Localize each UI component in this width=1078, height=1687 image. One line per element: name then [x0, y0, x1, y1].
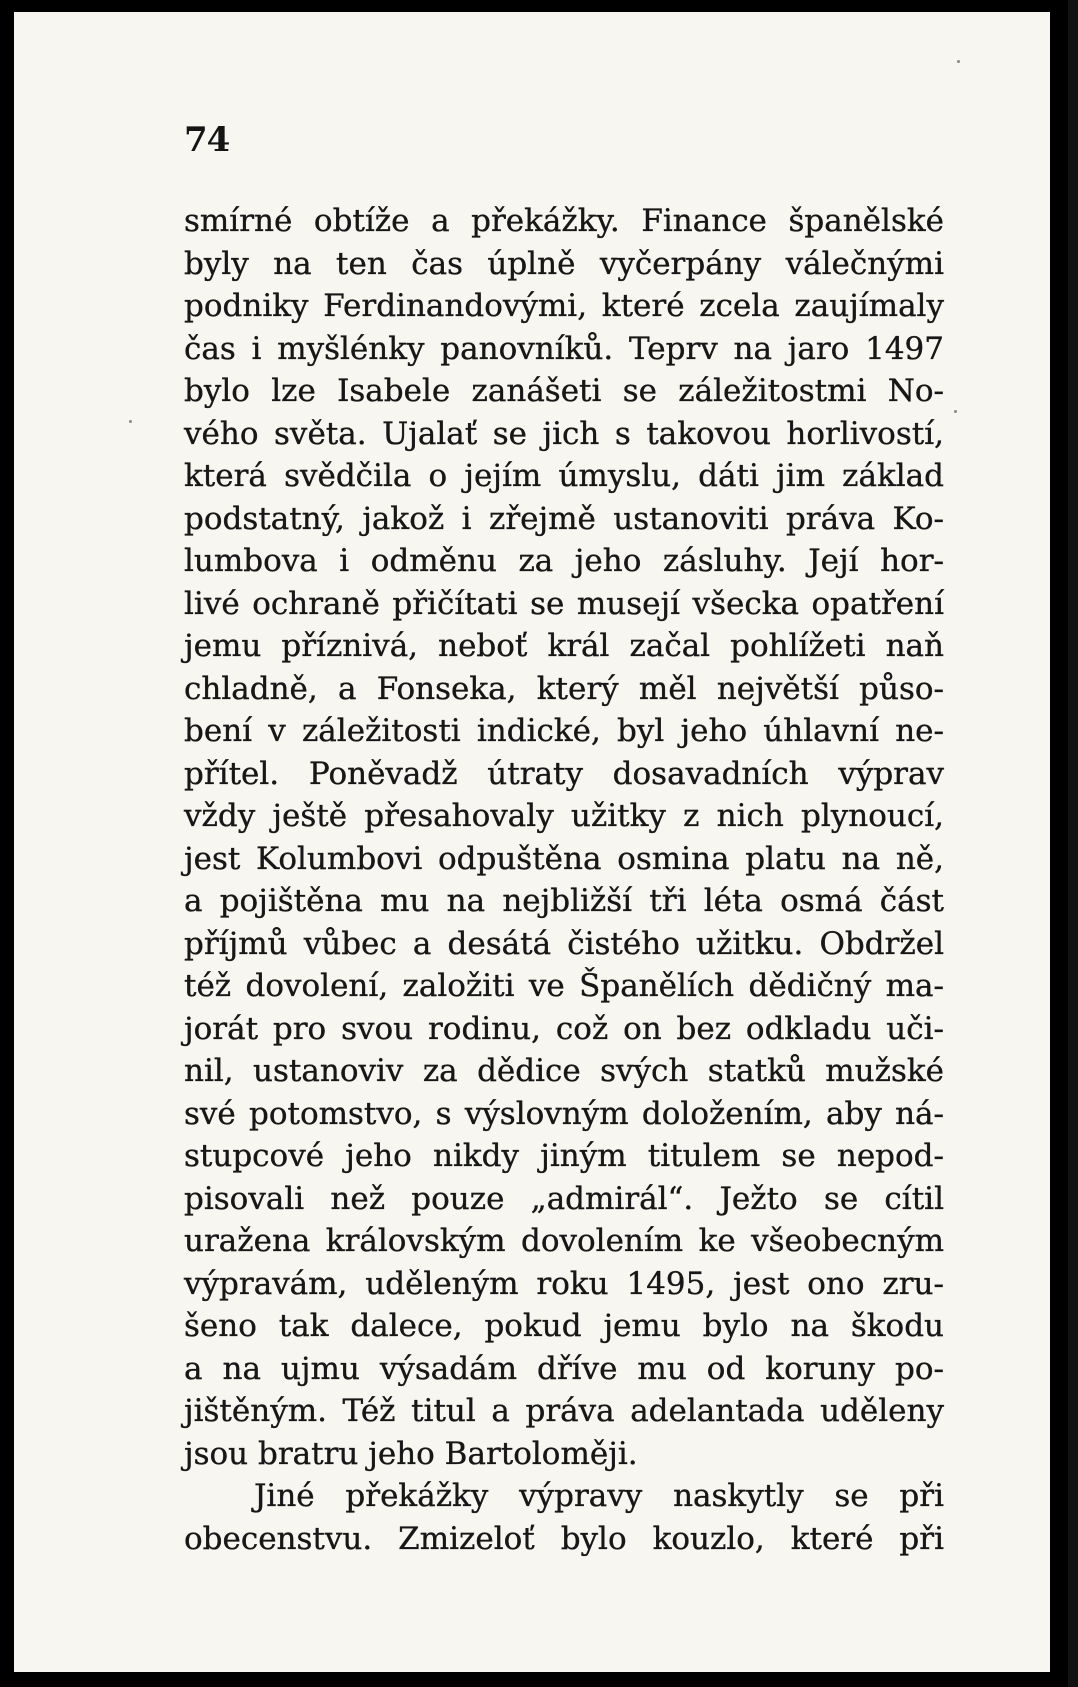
text-line: bení v záležitosti indické, byl jeho úhlavní ne-: [184, 713, 944, 749]
text-line: která svědčila o jejím úmyslu, dáti jim základ: [184, 458, 944, 494]
text-line: uražena královským dovolením ke všeobecným: [184, 1223, 944, 1259]
text-line: jištěným. Též titul a práva adelantada uděleny: [184, 1393, 944, 1429]
text-line: výpravám, uděleným roku 1495, jest ono zru-: [184, 1265, 944, 1302]
text-line: chladně, a Fonseka, který měl největší půso-: [184, 670, 944, 707]
text-line: podstatný, jakož i zřejmě ustanoviti práva Ko-: [184, 500, 944, 537]
scan-edge: [1068, 0, 1078, 1687]
text-line: bylo lze Isabele zanášeti se záležitostmi No-: [184, 373, 944, 409]
text-line: příjmů vůbec a desátá čistého užitku. Obdržel: [184, 925, 944, 962]
text-line: jorát pro svou rodinu, což on bez odkladu uči-: [184, 1010, 944, 1047]
paper-speck: [957, 60, 960, 63]
paper-speck: [129, 420, 132, 423]
text-line: jest Kolumbovi odpuštěna osmina platu na ně,: [184, 840, 944, 877]
text-line: pisovali než pouze „admirál“. Ježto se cítil: [184, 1180, 944, 1217]
text-line: a pojištěna mu na nejbližší tři léta osmá část: [184, 883, 944, 919]
text-line: byly na ten čas úplně vyčerpány válečnými: [184, 245, 944, 282]
text-line: stupcové jeho nikdy jiným titulem se nepod-: [184, 1138, 944, 1174]
text-line: smírné obtíže a překážky. Finance španělské: [184, 203, 944, 239]
book-page: [14, 12, 1050, 1672]
text-line: šeno tak dalece, pokud jemu bylo na škodu: [184, 1308, 944, 1344]
text-line: a na ujmu výsadám dříve mu od koruny po-: [184, 1350, 944, 1387]
text-line: livé ochraně přičítati se musejí všecka opatření: [184, 585, 944, 622]
body-text: [184, 200, 944, 1560]
text-line: vždy ještě přesahovaly užitky z nich plynoucí,: [184, 798, 944, 834]
text-line: Jiné překážky výpravy naskytly se při: [254, 1478, 944, 1514]
text-line: podniky Ferdinandovými, které zcela zaujímaly: [184, 288, 944, 324]
text-line: jemu příznivá, neboť král začal pohlížeti naň: [184, 628, 944, 664]
text-line: jsou bratru jeho Bartoloměji.: [184, 1435, 638, 1472]
text-line: čas i myšlénky panovníků. Teprv na jaro 1497: [184, 330, 944, 367]
text-line: nil, ustanoviv za dědice svých statků mužské: [184, 1053, 944, 1089]
page-number: 74: [184, 120, 230, 160]
text-line: vého světa. Ujalať se jich s takovou horlivostí,: [184, 415, 944, 452]
text-line: přítel. Poněvadž útraty dosavadních výprav: [184, 755, 944, 792]
text-line: obecenstvu. Zmizeloť bylo kouzlo, které při: [184, 1520, 944, 1557]
text-line: své potomstvo, s výslovným doložením, aby ná-: [184, 1095, 944, 1132]
text-line: lumbova i odměnu za jeho zásluhy. Její hor-: [184, 543, 944, 579]
text-line: též dovolení, založiti ve Španělích dědičný ma-: [184, 968, 944, 1004]
paper-speck: [954, 410, 957, 413]
